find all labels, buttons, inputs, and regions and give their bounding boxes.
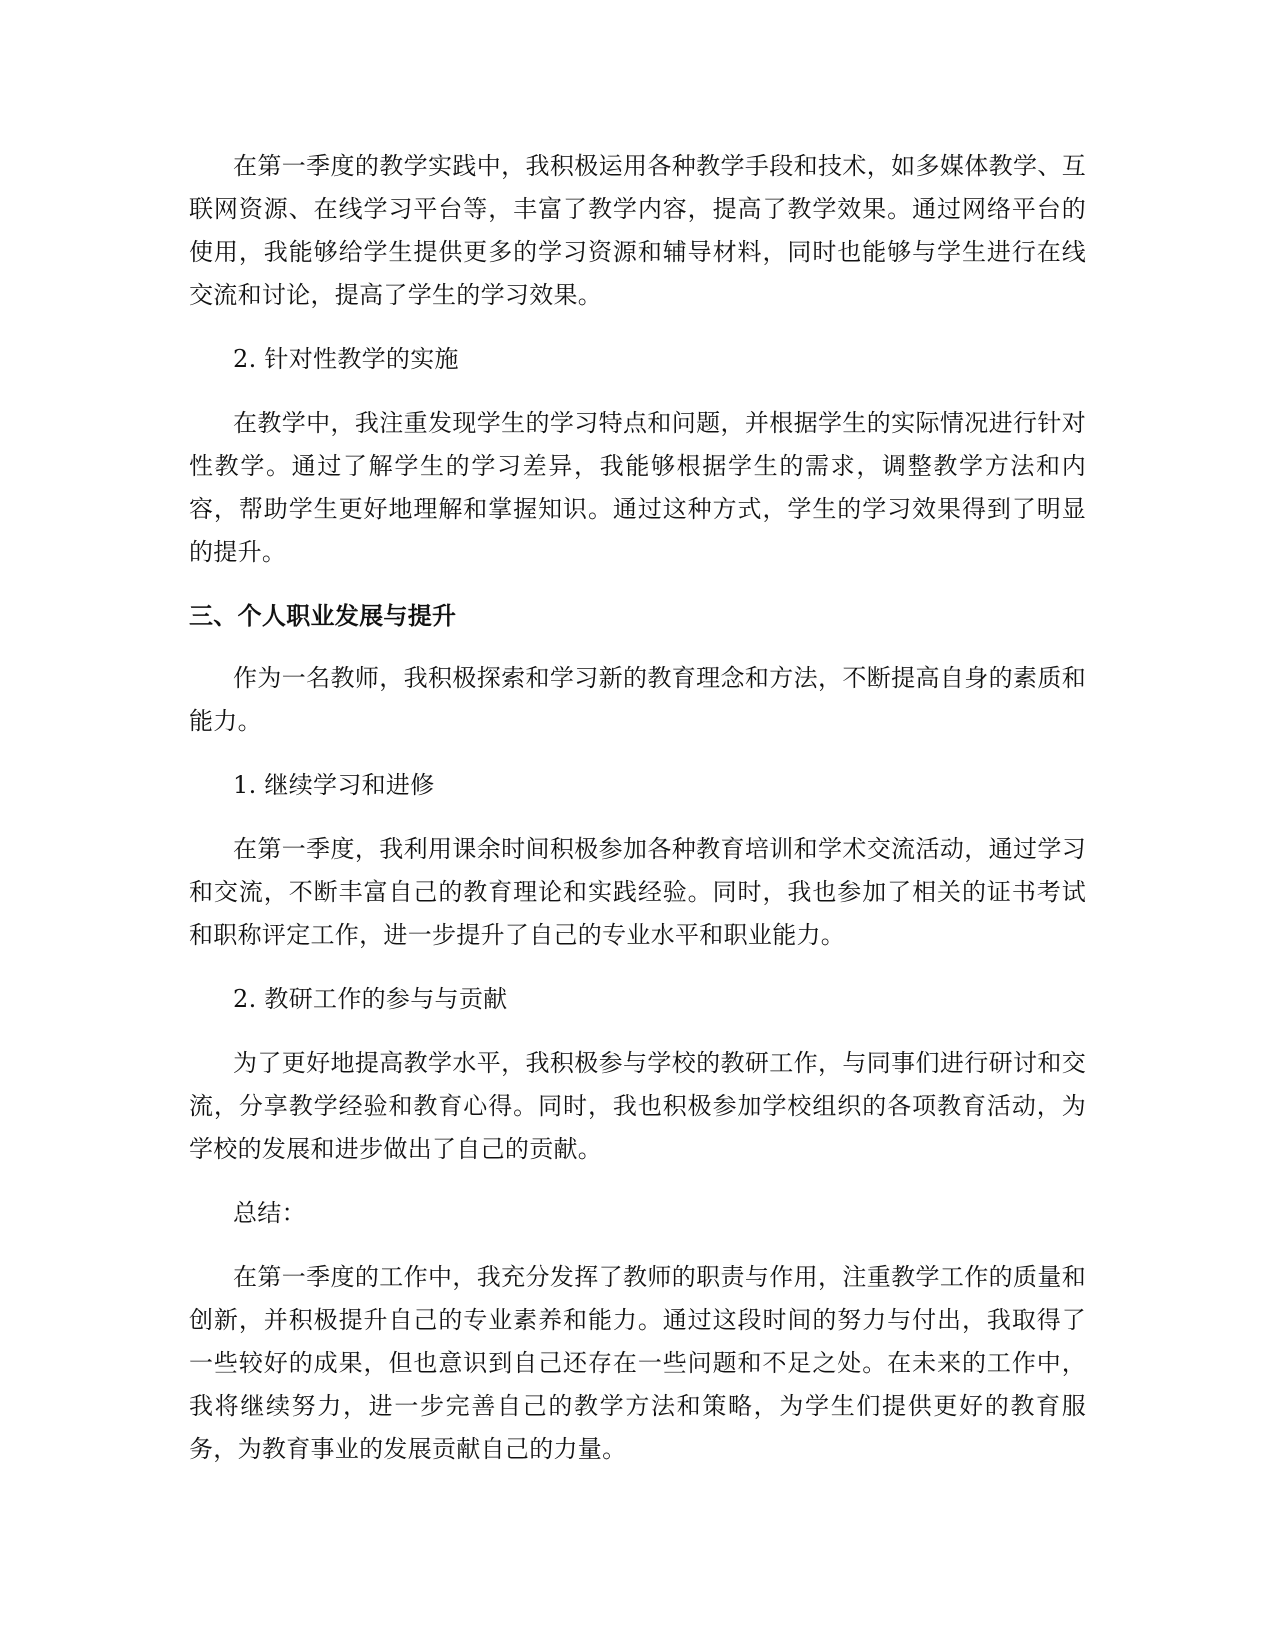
subheading-targeted-teaching: 2. 针对性教学的实施 bbox=[233, 345, 459, 373]
document-body bbox=[189, 145, 1086, 1471]
paragraph-teaching-research: 为了更好地提高教学水平，我积极参与学校的教研工作，与同事们进行研讨和交流，分享教学经验和教育心得。同时，我也积极参加学校组织的各项教育活动，为学校的发展和进步做出了自己的贡献。 bbox=[189, 1049, 1086, 1163]
paragraph-summary: 在第一季度的工作中，我充分发挥了教师的职责与作用，注重教学工作的质量和创新，并积极提升自己的专业素养和能力。通过这段时间的努力与付出，我取得了一些较好的成果，但也意识到自己还存在一些问题和不足之处。在未来的工作中，我将继续努力，进一步完善自己的教学方法和策略，为学生们提供更好的教育服务，为教育事业的发展贡献自己的力量。 bbox=[189, 1263, 1086, 1463]
paragraph-targeted-teaching: 在教学中，我注重发现学生的学习特点和问题，并根据学生的实际情况进行针对性教学。通过了解学生的学习差异，我能够根据学生的需求，调整教学方法和内容，帮助学生更好地理解和掌握知识。通过这种方式，学生的学习效果得到了明显的提升。 bbox=[189, 409, 1086, 566]
subheading-summary: 总结： bbox=[233, 1199, 306, 1227]
paragraph-online-teaching: 在第一季度的教学实践中，我积极运用各种教学手段和技术，如多媒体教学、互联网资源、在线学习平台等，丰富了教学内容，提高了教学效果。通过网络平台的使用，我能够给学生提供更多的学习资源和辅导材料，同时也能够与学生进行在线交流和讨论，提高了学生的学习效果。 bbox=[189, 152, 1086, 309]
subheading-teaching-research: 2. 教研工作的参与与贡献 bbox=[233, 985, 508, 1013]
paragraph-career-intro: 作为一名教师，我积极探索和学习新的教育理念和方法，不断提高自身的素质和能力。 bbox=[189, 664, 1086, 735]
section-heading-career-development: 三、个人职业发展与提升 bbox=[189, 602, 457, 630]
subheading-continued-learning: 1. 继续学习和进修 bbox=[233, 771, 435, 799]
paragraph-continued-learning: 在第一季度，我利用课余时间积极参加各种教育培训和学术交流活动，通过学习和交流，不断丰富自己的教育理论和实践经验。同时，我也参加了相关的证书考试和职称评定工作，进一步提升了自己的专业水平和职业能力。 bbox=[189, 835, 1086, 949]
